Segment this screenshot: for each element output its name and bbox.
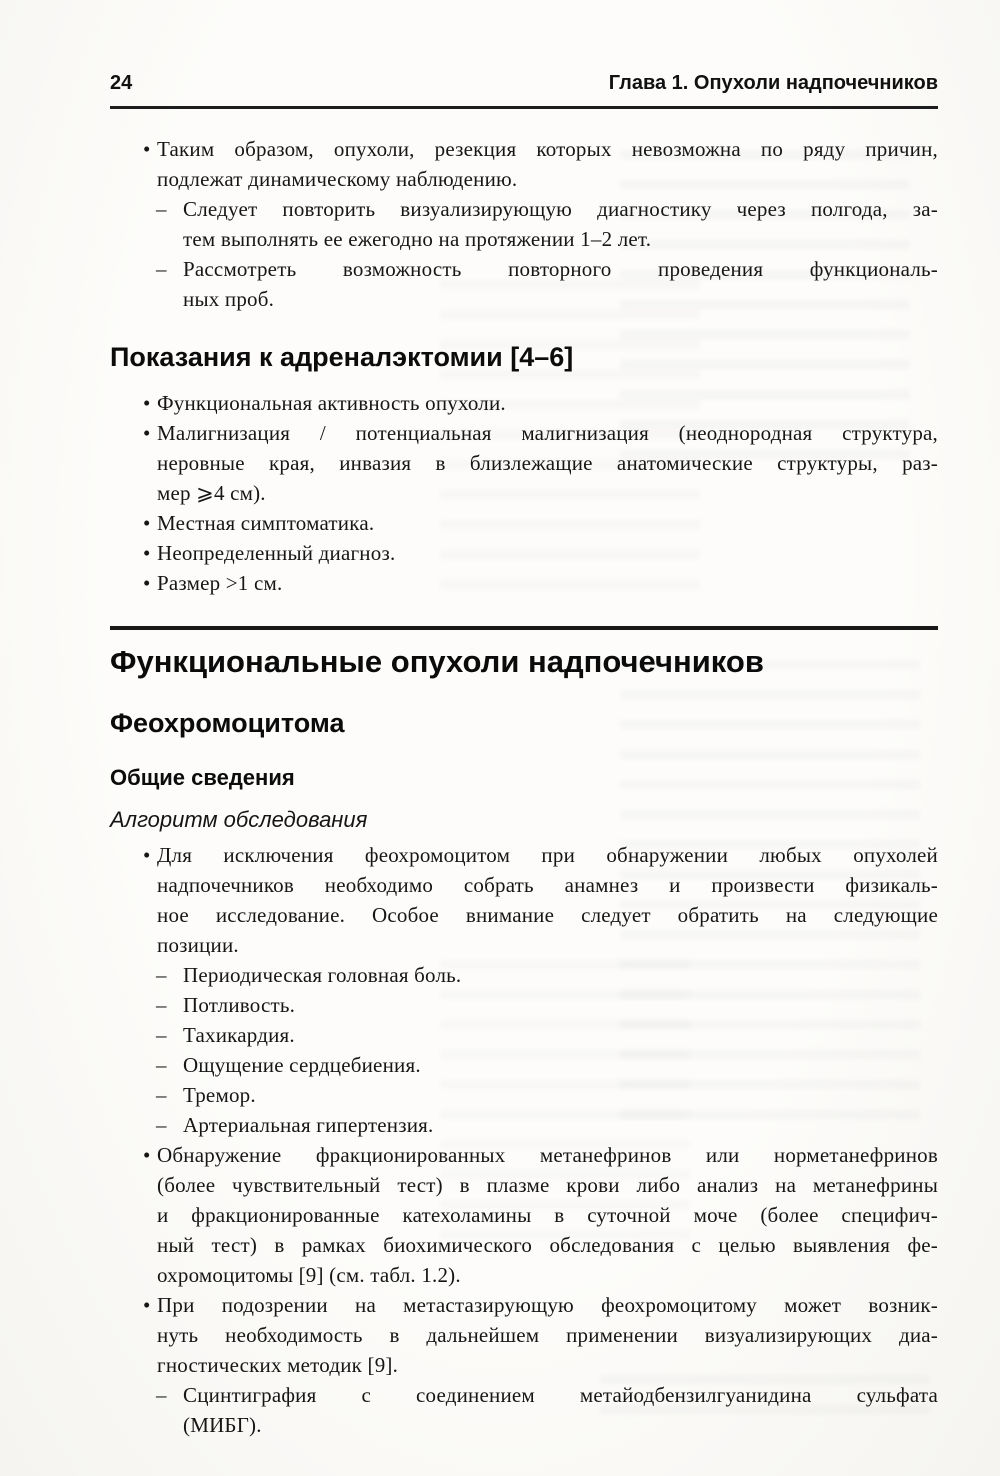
list-item [110,254,938,314]
list-item-text: Потливость. [183,993,296,1017]
list-item [110,1290,938,1380]
list-item-text: При подозрении на метастазирующую феохромоцитому может возник- нуть необходимость в дальнейшем применении визуализирующих диа- гностических методик [9]. [157,1293,938,1377]
bullet-marker: • [143,1293,151,1317]
page-content [110,134,938,1440]
dash-marker: – [156,1023,167,1047]
dash-marker: – [156,257,167,281]
dash-marker: – [156,993,167,1017]
bullet-marker: • [143,391,151,415]
list-item-text: Тремор. [183,1083,256,1107]
dash-marker: – [156,1113,167,1137]
list-item-text: Периодическая головная боль. [183,963,462,987]
list-item [110,1140,938,1290]
dash-marker: – [156,1053,167,1077]
bullet-marker: • [143,137,151,161]
list-item [110,1080,938,1110]
list-item [110,134,938,194]
bullet-marker: • [143,571,151,595]
dash-marker: – [156,1083,167,1107]
header-rule [110,106,938,109]
section-title-adrenalectomy: Показания к адреналэктомии [4–6] [110,342,574,372]
list-item-text: Обнаружение фракционированных метанефринов или норметанефринов (более чувствительный тест) в плазме крови либо анализ на метанефрины и фракционированные катехоламины в суточной моче (более специфич- ный тест) в рамках биохимического обследования с целью выявления фе- охромоцитомы [9] (см. табл. 1.2). [157,1143,938,1287]
bullet-marker: • [143,511,151,535]
bullet-marker: • [143,541,151,565]
list-item-text: Для исключения феохромоцитом при обнаружении любых опухолей надпочечников необходимо собрать анамнез и произвести физикаль- ное исследование. Особое внимание следует обратить на следующие позиции. [157,843,938,957]
list-item-text: Рассмотреть возможность повторного проведения функциональ- ных проб. [183,257,938,311]
list-item [110,388,938,418]
subsection-title-general-info: Общие сведения [110,765,295,790]
list-item [110,418,938,508]
list-item-text: Неопределенный диагноз. [157,541,396,565]
list-item [110,1050,938,1080]
bullet-marker: • [143,843,151,867]
list-item [110,1020,938,1050]
list-item-text: Таким образом, опухоли, резекция которых невозможна по ряду причин, подлежат динамическому наблюдению. [157,137,938,191]
list-item-text: Артериальная гипертензия. [183,1113,434,1137]
subsection-title-pheochromocytoma: Феохромоцитома [110,708,345,738]
list-item-text: Ощущение сердцебиения. [183,1053,421,1077]
list-item [110,1380,938,1440]
list-item [110,990,938,1020]
list-item-text: Сцинтиграфия с соединением метайодбензилгуанидина сульфата (МИБГ). [183,1383,938,1437]
list-item [110,1110,938,1140]
running-title: Глава 1. Опухоли надпочечников [608,72,938,94]
list-item [110,960,938,990]
running-head [110,72,938,95]
runin-title-examination-algorithm: Алгоритм обследования [110,807,368,832]
section-divider-rule [110,626,938,630]
list-item [110,568,938,598]
list-item-text: Местная симптоматика. [157,511,375,535]
section-title-functional-tumors: Функциональные опухоли надпочечников [110,644,764,679]
list-item-text: Малигнизация / потенциальная малигнизация (неоднородная структура, неровные края, инвазия в близлежащие анатомические структуры, раз- мер ⩾4 см). [157,421,938,505]
list-item-text: Тахикардия. [183,1023,295,1047]
list-item [110,840,938,960]
list-item-text: Следует повторить визуализирующую диагностику через полгода, за- тем выполнять ее ежегодно на протяжении 1–2 лет. [183,197,938,251]
dash-marker: – [156,1383,167,1407]
dash-marker: – [156,197,167,221]
list-item-text: Функциональная активность опухоли. [157,391,506,415]
list-item [110,194,938,254]
list-item [110,538,938,568]
bullet-marker: • [143,421,151,445]
list-item-text: Размер >1 см. [157,571,283,595]
page-number: 24 [110,72,133,94]
bullet-marker: • [143,1143,151,1167]
list-item [110,508,938,538]
dash-marker: – [156,963,167,987]
